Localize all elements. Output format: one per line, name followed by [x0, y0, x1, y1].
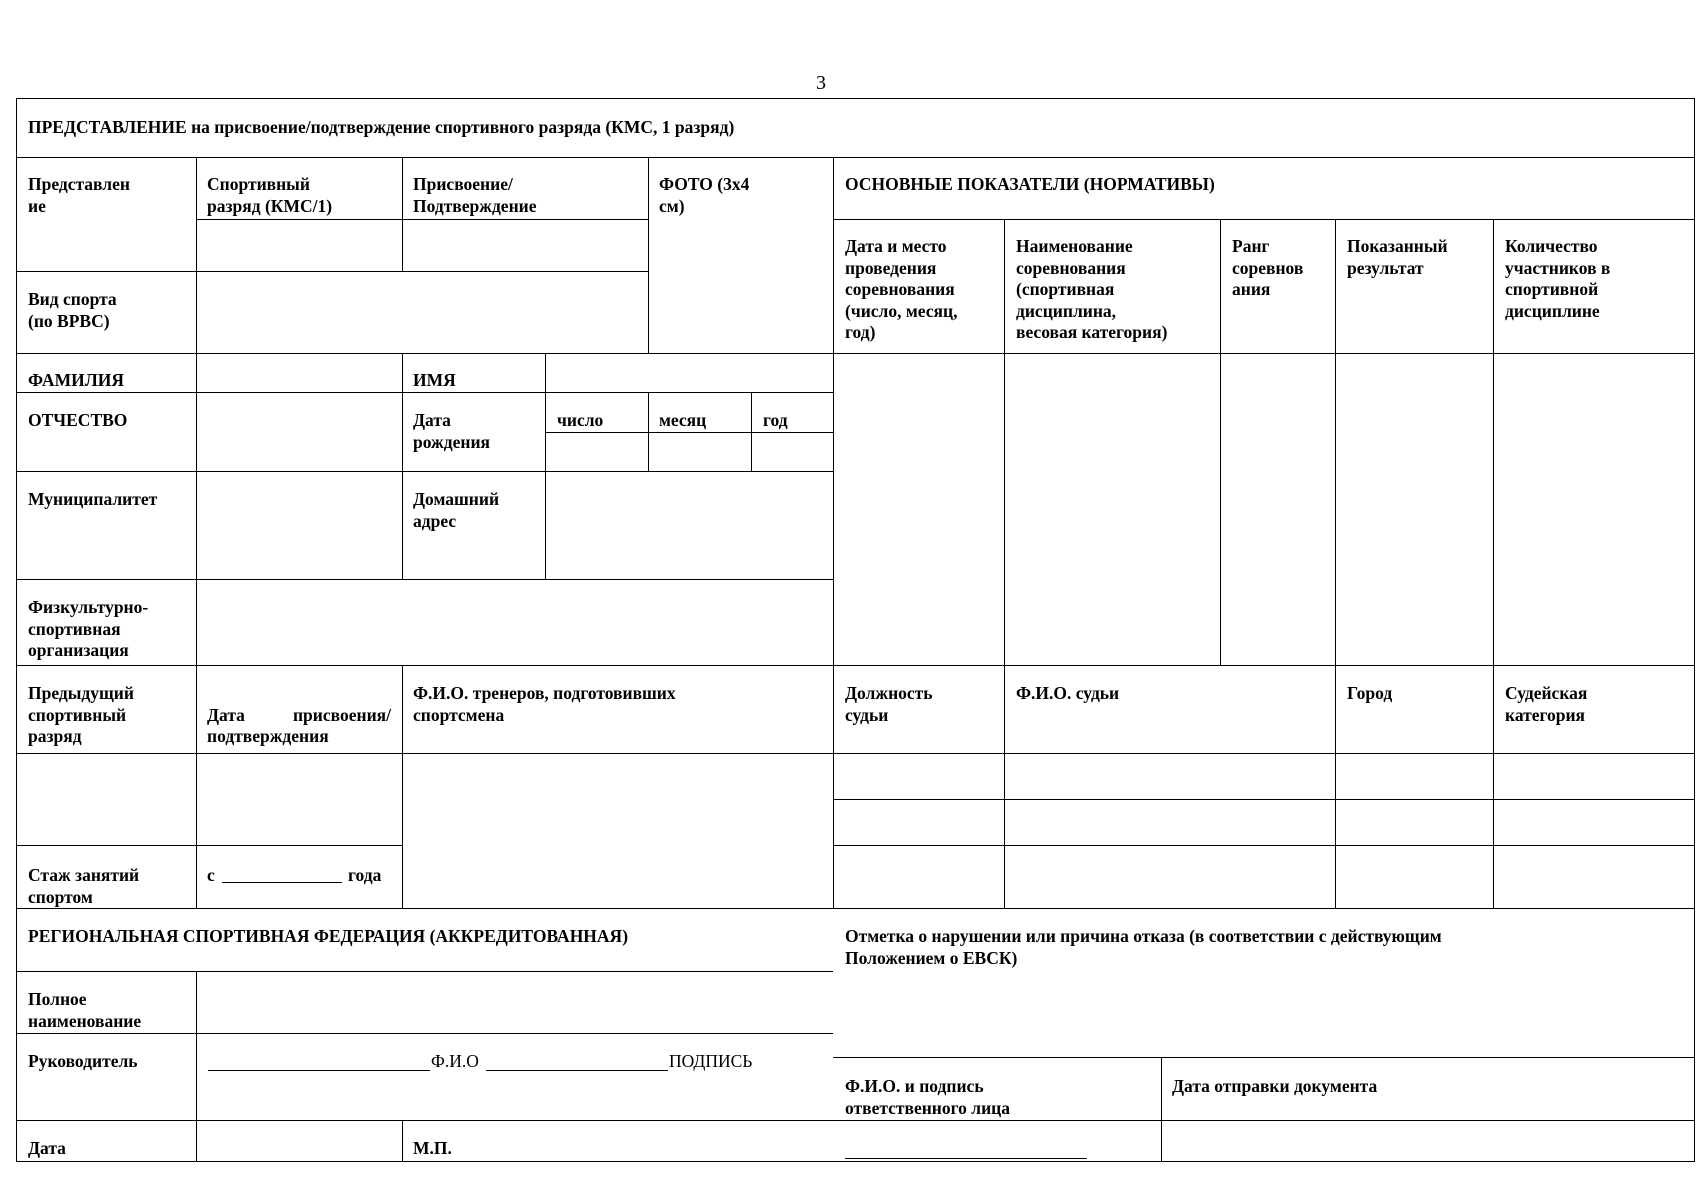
rule [196, 219, 648, 220]
rule [402, 1120, 403, 1162]
label-send-date: Дата отправки документа [1172, 1076, 1378, 1096]
label-patronymic: ОТЧЕСТВО [28, 410, 128, 430]
rule [16, 271, 648, 272]
label-assign-date-text: Дата присвоения/ подтверждения [207, 704, 391, 746]
page-number: 3 [816, 72, 826, 94]
rule [16, 579, 833, 580]
form-title: ПРЕДСТАВЛЕНИЕ на присвоение/подтверждение спортивного разряда (КМС, 1 разряд) [28, 117, 735, 137]
label-birth-date: Дата рождения [413, 410, 490, 452]
label-judge-category: Судейская категория [1505, 683, 1588, 725]
rule [833, 799, 1695, 800]
label-stamp: М.П. [413, 1138, 452, 1158]
label-sports-org: Физкультурно- спортивная организация [28, 597, 149, 660]
label-month: месяц [659, 410, 707, 430]
rule [16, 753, 1695, 754]
col-rank: Ранг соревнов ания [1232, 236, 1304, 299]
rule [402, 665, 403, 908]
label-sport-type: Вид спорта (по ВРВС) [28, 289, 117, 331]
rule [196, 157, 197, 271]
rule [402, 353, 403, 579]
head-fio-line[interactable] [208, 1070, 430, 1071]
rule [545, 432, 833, 433]
label-surname: ФАМИЛИЯ [28, 370, 124, 390]
label-experience: Стаж занятий спортом [28, 865, 140, 907]
rule [648, 392, 649, 471]
label-assign-confirm: Присвоение/ Подтверждение [413, 174, 537, 216]
label-date: Дата [28, 1138, 66, 1158]
label-home-address: Домашний адрес [413, 489, 500, 531]
rule [16, 971, 833, 972]
rule [16, 471, 833, 472]
label-judge-name: Ф.И.О. судьи [1016, 683, 1120, 703]
rule [1161, 1057, 1162, 1162]
col-date-place: Дата и место проведения соревнования (число, месяц, год) [845, 236, 958, 342]
col-result: Показанный результат [1347, 236, 1448, 278]
rule [16, 665, 1695, 666]
label-fio: Ф.И.О [431, 1051, 479, 1071]
label-municipality: Муниципалитет [28, 489, 158, 509]
rule [833, 157, 834, 908]
rule [833, 219, 1695, 220]
label-day: число [557, 410, 604, 430]
rule [16, 157, 1695, 158]
rule [16, 1120, 1695, 1121]
rule [1220, 219, 1221, 665]
label-violation-note: Отметка о нарушении или причина отказа (в соответствии с действующим Положением о ЕВСК) [845, 926, 1442, 968]
rule [16, 845, 402, 846]
label-responsible: Ф.И.О. и подпись ответственного лица [845, 1076, 1011, 1118]
rule [16, 392, 833, 393]
label-name: ИМЯ [413, 370, 456, 390]
rule [196, 353, 197, 665]
label-experience-from: с [207, 865, 215, 885]
label-city: Город [1347, 683, 1393, 703]
rule [196, 665, 197, 908]
rule [196, 971, 197, 1162]
rule [402, 157, 403, 271]
label-sport-rank: Спортивный разряд (КМС/1) [207, 174, 333, 216]
head-signature-line[interactable] [486, 1070, 668, 1071]
rule [16, 1033, 833, 1034]
col-competition: Наименование соревнования (спортивная дисциплина, весовая категория) [1016, 236, 1168, 342]
label-signature: ПОДПИСЬ [669, 1051, 753, 1071]
rule [196, 271, 197, 353]
responsible-signature-line[interactable] [845, 1158, 1087, 1159]
rule [1004, 219, 1005, 908]
rule [833, 845, 1695, 846]
rule [545, 353, 546, 579]
experience-year-line[interactable] [222, 882, 342, 883]
rule [1335, 219, 1336, 908]
col-participants: Количество участников в спортивной дисциплине [1505, 236, 1611, 321]
rule [16, 908, 1695, 909]
rule [16, 353, 1695, 354]
label-experience-years: года [348, 865, 382, 885]
label-assign-date [207, 683, 391, 748]
label-previous-rank: Предыдущий спортивный разряд [28, 683, 134, 746]
label-representation: Представлен ие [28, 174, 130, 216]
rule [751, 392, 752, 471]
label-coaches: Ф.И.О. тренеров, подготовивших спортсмена [413, 683, 676, 725]
rule [833, 1057, 1695, 1058]
label-main-indicators: ОСНОВНЫЕ ПОКАЗАТЕЛИ (НОРМАТИВЫ) [845, 174, 1215, 194]
label-judge-position: Должность судьи [845, 683, 933, 725]
rule [1493, 219, 1494, 908]
rule [648, 157, 649, 353]
label-year: год [763, 410, 788, 430]
label-full-name: Полное наименование [28, 989, 142, 1031]
label-photo: ФОТО (3х4 см) [659, 174, 750, 216]
federation-title: РЕГИОНАЛЬНАЯ СПОРТИВНАЯ ФЕДЕРАЦИЯ (АККРЕДИТОВАННАЯ) [28, 926, 629, 946]
label-head: Руководитель [28, 1051, 138, 1071]
